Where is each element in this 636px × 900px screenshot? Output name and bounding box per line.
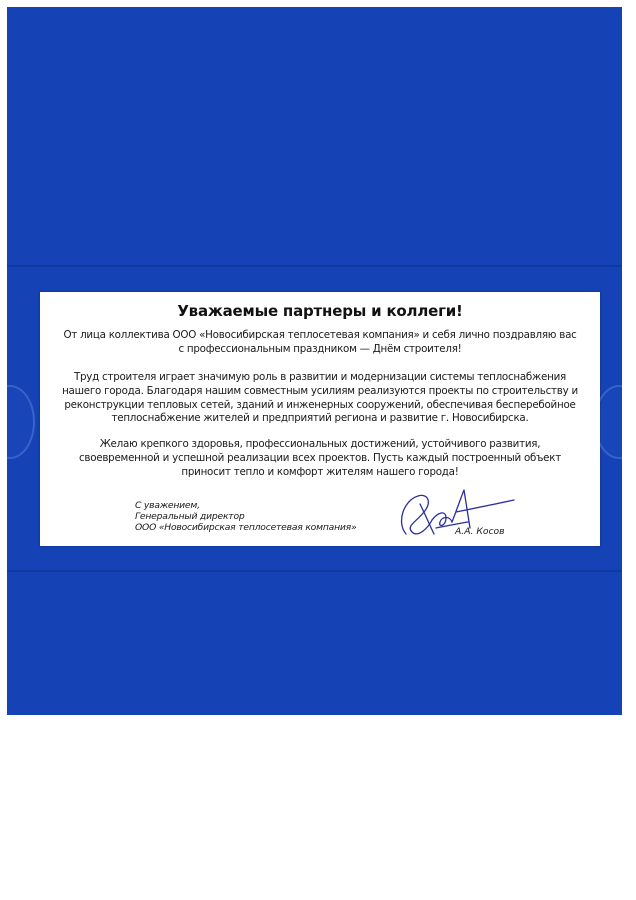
folder-fold-top (7, 265, 622, 267)
signer-name: А.А. Косов (455, 526, 505, 537)
letter-insert (40, 292, 600, 546)
signature-block (135, 500, 356, 533)
closing-text: С уважением, (135, 500, 200, 511)
greeting-card-folder (7, 7, 622, 715)
folder-fold-bottom (7, 570, 622, 572)
folder-slot-left (7, 385, 35, 459)
letter-paragraph-wishes: Желаю крепкого здоровья, профессиональных достижений, устойчивого развития, своевременной и успешной реализации всех проектов. Пусть каждый построенный объект приносит тепло и комфорт жителям нашего города! (79, 438, 561, 478)
company-text: ООО «Новосибирская теплосетевая компания» (135, 522, 357, 533)
letter-paragraph-greeting: От лица коллектива ООО «Новосибирская теплосетевая компания» и себя лично поздравляю вас с профессиональным праздником — Днём строителя! (63, 329, 577, 355)
position-text: Генеральный директор (135, 511, 245, 522)
letter-paragraph-body: Труд строителя играет значимую роль в развитии и модернизации системы теплоснабжения нашего города. Благодаря нашим совместным усилиям реализуются проекты по строительству и реконструкции тепловых сетей, зданий и инженерных сооружений, обеспечивая бесперебойное теплоснабжение жителей и предприятий региона и развитие г. Новосибирска. (62, 371, 578, 425)
letter-title: Уважаемые партнеры и коллеги! (177, 302, 463, 320)
